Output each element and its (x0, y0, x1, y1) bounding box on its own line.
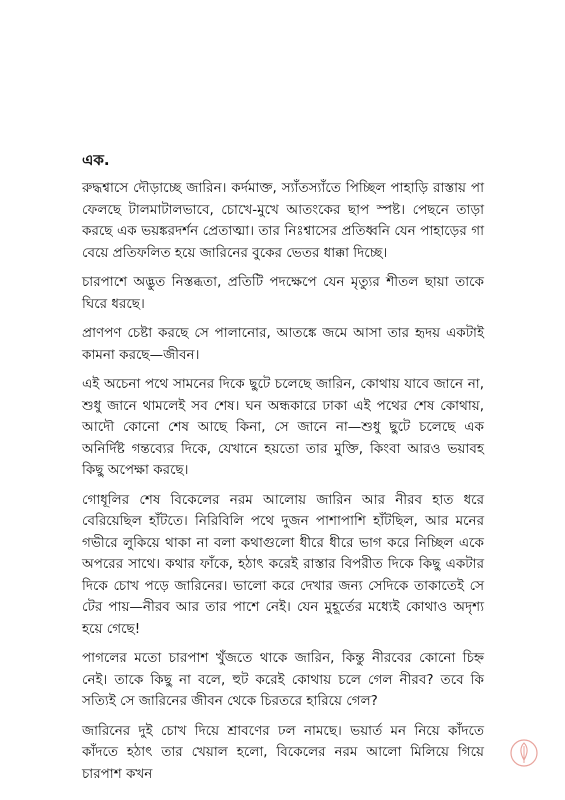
paragraph: জারিনের দুই চোখ দিয়ে শ্রাবণের ঢল নামছে। ভয়ার্ত মন নিয়ে কাঁদতে কাঁদতে হঠাৎ তার খেয়াল হলো, বিকেলের নরম আলো মিলিয়ে গিয়ে চারপাশ কখন (82, 722, 484, 782)
paragraph: এই অচেনা পথে সামনের দিকে ছুটে চলেছে জারিন, কোথায় যাবে জানে না, শুধু জানে থামলেই সব শেষ। ঘন অন্ধকারে ঢাকা এই পথের শেষ কোথায়, আদৌ কোনো শেষ আছে কিনা, সে জানে না—শুধু ছুটে চলেছে এক অনির্দিষ্ট গন্তব্যের দিকে, যেখানে হয়তো তার মুক্তি, কিংবা আরও ভয়াবহ কিছু অপেক্ষা করছে। (82, 376, 484, 478)
publisher-feather-logo-icon (509, 738, 539, 768)
chapter-heading: এক. (82, 151, 110, 169)
paragraph: রুদ্ধশ্বাসে দৌড়াচ্ছে জারিন। কর্দমাক্ত, স্যাঁতস্যাঁতে পিচ্ছিল পাহাড়ি রাস্তায় পা ফেলছে টালমাটালভাবে, চোখে-মুখে আতংকের ছাপ স্পষ্ট। পেছনে তাড়া করছে এক ভয়ঙ্করদর্শন প্রেতাত্মা। তার নিঃশ্বাসের প্রতিধ্বনি যেন পাহাড়ের গা বেয়ে প্রতিফলিত হয়ে জারিনের বুকের ভেতর ধাক্কা দিচ্ছে। (82, 180, 484, 261)
paragraph: প্রাণপণ চেষ্টা করছে সে পালানোর, আতঙ্কে জমে আসা তার হৃদয় একটাই কামনা করছে—জীবন। (82, 325, 484, 363)
body-text (82, 178, 484, 793)
paragraph: চারপাশে অদ্ভুত নিস্তব্ধতা, প্রতিটি পদক্ষেপে যেন মৃত্যুর শীতল ছায়া তাকে ঘিরে ধরছে। (82, 274, 484, 312)
paragraph: পাগলের মতো চারপাশ খুঁজতে থাকে জারিন, কিন্তু নীরবের কোনো চিহ্ন নেই। তাকে কিছু না বলে, হুট করেই কোথায় চলে গেল নীরব? তবে কি সত্যিই সে জারিনের জীবন থেকে চিরতরে হারিয়ে গেল? (82, 650, 484, 709)
paragraph: গোধূলির শেষ বিকেলের নরম আলোয় জারিন আর নীরব হাত ধরে বেরিয়েছিল হাঁটতে। নিরিবিলি পথে দুজন পাশাপাশি হাঁটছিল, আর মনের গভীরে লুকিয়ে থাকা না বলা কথাগুলো ধীরে ধীরে ভাগ করে নিচ্ছিল একে অপরের সাথে। কথার ফাঁকে, হঠাৎ করেই রাস্তার বিপরীত দিকে কিছু একটার দিকে চোখ পড়ে জারিনের। ভালো করে দেখার জন্য সেদিকে তাকাতেই সে টের পায়—নীরব আর তার পাশে নেই। যেন মুহূর্তের মধ্যেই কোথাও অদৃশ্য হয়ে গেছে! (82, 491, 484, 637)
